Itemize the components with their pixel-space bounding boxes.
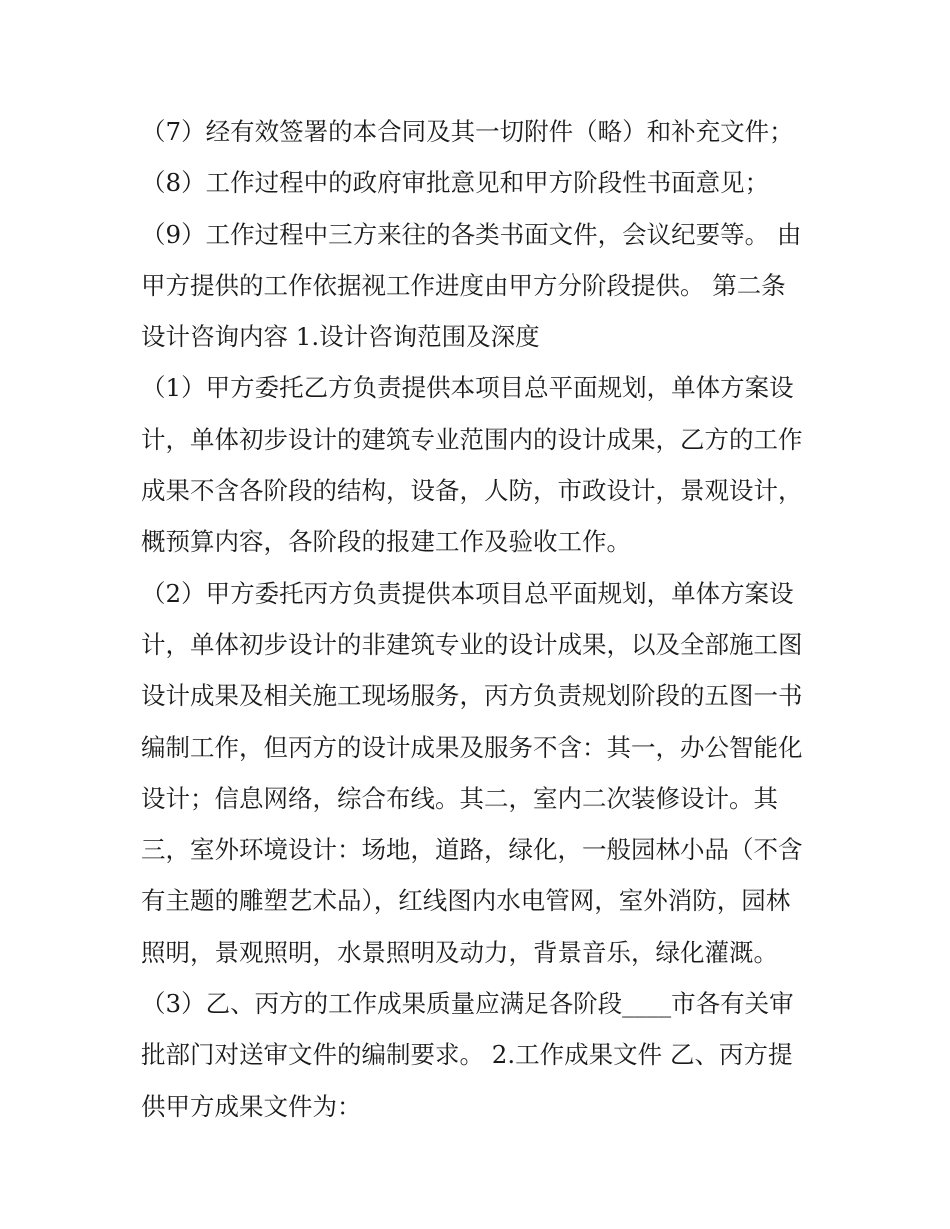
text-line: 计，单体初步设计的非建筑专业的设计成果，以及全部施工图 xyxy=(141,629,803,659)
text-line: 设计成果及相关施工现场服务，丙方负责规划阶段的五图一书 xyxy=(141,681,803,711)
text-line: （2）甲方委托丙方负责提供本项目总平面规划，单体方案设 xyxy=(141,578,794,608)
text-line: 有主题的雕塑艺术品），红线图内水电管网，室外消防，园林 xyxy=(141,886,791,916)
text-line: 设计咨询内容 1.设计咨询范围及深度 xyxy=(141,322,540,352)
text-line: 计，单体初步设计的建筑专业范围内的设计成果，乙方的工作 xyxy=(141,424,803,454)
text-line: （7）经有效签署的本合同及其一切附件（略）和补充文件； xyxy=(141,117,794,146)
text-line: 设计；信息网络，综合布线。其二，室内二次装修设计。其 xyxy=(141,783,778,813)
text-line: （3）乙、丙方的工作成果质量应满足各阶段____市各有关审 xyxy=(141,989,794,1019)
text-line: 照明，景观照明，水景照明及动力，背景音乐，绿化灌溉。 xyxy=(141,937,778,967)
text-line: （8）工作过程中的政府审批意见和甲方阶段性书面意见； xyxy=(141,168,770,198)
text-line: 甲方提供的工作依据视工作进度由甲方分阶段提供。 第二条 xyxy=(141,270,786,300)
text-line: 批部门对送审文件的编制要求。 2.工作成果文件 乙、丙方提 xyxy=(141,1040,793,1070)
text-line: 概预算内容，各阶段的报建工作及验收工作。 xyxy=(141,527,631,557)
text-line: （9）工作过程中三方来往的各类书面文件，会议纪要等。 由 xyxy=(141,219,802,249)
text-line: 三，室外环境设计：场地，道路，绿化，一般园林小品（不含 xyxy=(141,835,803,865)
contract-text xyxy=(141,106,821,1132)
text-line: 供甲方成果文件为： xyxy=(141,1091,362,1121)
text-line: 成果不含各阶段的结构，设备，人防，市政设计，景观设计， xyxy=(141,476,803,506)
text-line: （1）甲方委托乙方负责提供本项目总平面规划，单体方案设 xyxy=(141,373,794,403)
text-line: 编制工作，但丙方的设计成果及服务不含：其一，办公智能化 xyxy=(141,732,803,762)
